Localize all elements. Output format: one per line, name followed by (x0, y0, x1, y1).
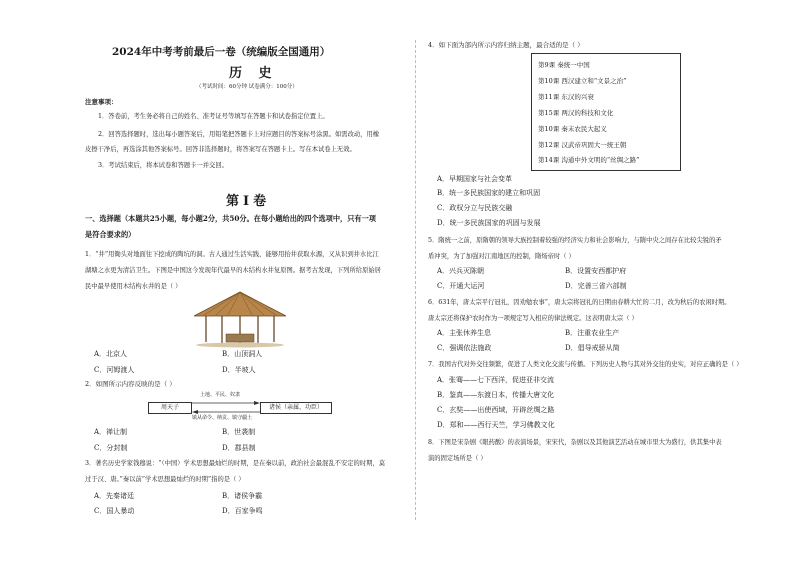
q4-option-d[interactable]: D．统一多民族国家的巩固与发展 (437, 219, 541, 227)
exam-title: 2024年中考考前最后一卷（统编版全国通用） (112, 46, 331, 58)
q6-option-c[interactable]: C．强调依法施政 (437, 344, 492, 352)
notice-line: 1．答卷前，考生务必将自己的姓名、准考证号等填写在答题卡和试卷指定位置上。 (98, 113, 329, 120)
exam-info: （考试时间：60分钟 试卷满分：100分） (196, 84, 298, 90)
diagram-top-label: 土地、平民、奴隶 (200, 392, 241, 398)
q3-option-a[interactable]: A．先秦诸廷 (94, 492, 135, 500)
q1-option-d[interactable]: D．半坡人 (222, 366, 256, 374)
q3-option-c[interactable]: C．国人暴动 (94, 507, 135, 515)
q8-stem: 演的固定场所是（ ） (428, 455, 487, 462)
notice-title: 注意事项： (85, 98, 118, 106)
catalog-item: 第10课 秦末农民大起义 (538, 125, 607, 133)
section-title: 第Ⅰ卷 (226, 194, 271, 209)
q3-stem: 过于汉、唐。”秦以前“学术思想最灿烂的时期”指的是（ ） (85, 476, 245, 483)
q5-stem: 盾冲突，为了加强对江南地区的控制，隋炀帝时（ ） (428, 253, 575, 260)
catalog-item: 第15课 两汉的科技和文化 (538, 109, 614, 117)
q7-option-a[interactable]: A．张骞——七下西洋，促进亚非交流 (437, 376, 555, 384)
catalog-item: 第11课 东汉的兴衰 (538, 93, 594, 101)
q2-option-d[interactable]: D．郡县制 (222, 444, 256, 452)
q5-stem: 5．隋统一之前，原隋朝的领导大族控制着较强的经济实力和社会影响力，与隋中央之间存在比较尖锐的矛 (428, 237, 722, 244)
q6-option-a[interactable]: A．主张休养生息 (437, 329, 492, 337)
q2-option-b[interactable]: B．世袭制 (222, 428, 256, 436)
notice-line: 3．考试结束后，将本试卷和答题卡一并交回。 (98, 162, 228, 169)
diagram-left-box: 周天子 (148, 402, 192, 414)
notice-line: 2．回答选择题时，选出每小题答案后，用铅笔把答题卡上对应题目的答案标号涂黑。如需改动，用橡 (98, 131, 380, 138)
q6-stem: 6．631年，唐太宗平行冠礼，因劝勉农事”，唐太宗将冠礼的日期由春耕大忙的二月，改为秋后的农闲时期。 (428, 299, 731, 306)
column-divider (415, 40, 416, 520)
q6-option-d[interactable]: D．倡导戒骄从简 (565, 344, 620, 352)
q4-option-c[interactable]: C．政权分立与民族交融 (437, 204, 513, 212)
q7-option-c[interactable]: C．玄奘——出使西域，开辟丝绸之路 (437, 406, 555, 414)
subject-title: 历 史 (229, 66, 278, 81)
q2-stem: 2．如图所示内容反映的是（ ） (85, 380, 176, 388)
section-intro: 是符合要求的） (85, 230, 136, 239)
q1-option-a[interactable]: A．北京人 (94, 350, 128, 358)
q1-stem: 民中最早使用木结构水井的是（ ） (85, 283, 182, 290)
well-reconstruction-image (190, 290, 290, 348)
q7-option-d[interactable]: D．郑和——西行天竺，学习佛教文化 (437, 421, 555, 429)
q6-option-b[interactable]: B．注重农业生产 (565, 329, 620, 337)
q4-catalog-box (531, 53, 681, 171)
catalog-item: 第12课 汉武帝巩固大一统王朝 (538, 141, 627, 149)
q7-option-b[interactable]: B．鉴真——东渡日本，传播大唐文化 (437, 391, 555, 399)
diagram-bottom-label: 镇从命令、纳贡、镇守疆土 (192, 415, 253, 421)
catalog-item: 第10课 西汉建立和“文景之治” (538, 77, 627, 85)
q5-option-a[interactable]: A．兴兵灭陈朝 (437, 267, 485, 275)
notice-line: 皮擦干净后，再选涂其他答案标号。回答非选择题时，将答案写在答题卡上。写在本试卷上无效。 (85, 146, 356, 153)
q6-stem: 唐太宗还将保护农时作为一项规定写入相应的律法规定。这表明唐太宗（ ） (428, 315, 638, 322)
catalog-item: 第14课 沟通中外文明的“丝绸之路” (538, 156, 640, 164)
q8-stem: 8．下图是宋杂剧《眼药酸》的表演场景，宋宋代，杂剧以及其他演艺活动在城市里大为盛行，供其集中表 (428, 439, 722, 446)
q1-option-b[interactable]: B．山顶洞人 (222, 350, 263, 358)
q5-option-b[interactable]: B．设置安西都护府 (565, 267, 627, 275)
q2-option-a[interactable]: A．禅让制 (94, 428, 128, 436)
q1-stem: 1．“井”用锄头对地面往下挖成的陶坑的洞。古人通过生活实践，能够用抬井获取水源，又从识到井水比江 (85, 251, 379, 258)
q5-option-c[interactable]: C．开通大运河 (437, 282, 485, 290)
diagram-right-box: 诸侯（亲属、功臣） (260, 402, 332, 414)
q3-option-b[interactable]: B．诸侯争霸 (222, 492, 263, 500)
q1-stem: 湖塘之水更为清洁卫生。下图是中国这今发现年代最早的木结构水井复原图。据考古发现，下列所给原始居 (85, 267, 381, 274)
q4-option-a[interactable]: A．早期国家与社会变革 (437, 175, 513, 183)
q1-option-c[interactable]: C．河姆渡人 (94, 366, 135, 374)
q3-stem: 3．著名历史学家钱穆说：“（中国）学术思想最灿烂的时期，是在秦以前，政治社会最混乱不安定的时期，莫 (85, 460, 386, 467)
q2-option-c[interactable]: C．分封制 (94, 444, 128, 452)
q4-option-b[interactable]: B．统一多民族国家的建立和巩固 (437, 189, 541, 197)
q3-option-d[interactable]: D．百家争鸣 (222, 507, 263, 515)
section-intro: 一、选择题（本题共25小题，每小题2分，共50分。在每小题给出的四个选项中，只有一项 (85, 214, 376, 223)
q5-option-d[interactable]: D．完善三省六部制 (565, 282, 627, 290)
q7-stem: 7．我国古代对外交往频繁，促进了人类文化交流与传播。下列历史人物与其对外交往的史实，对应正确的是（ ） (428, 361, 743, 368)
q4-stem: 4．如下面为部内所示内容归纳主题，最合适的是（ ） (428, 41, 584, 49)
catalog-item: 第9课 秦统一中国 (538, 61, 590, 69)
